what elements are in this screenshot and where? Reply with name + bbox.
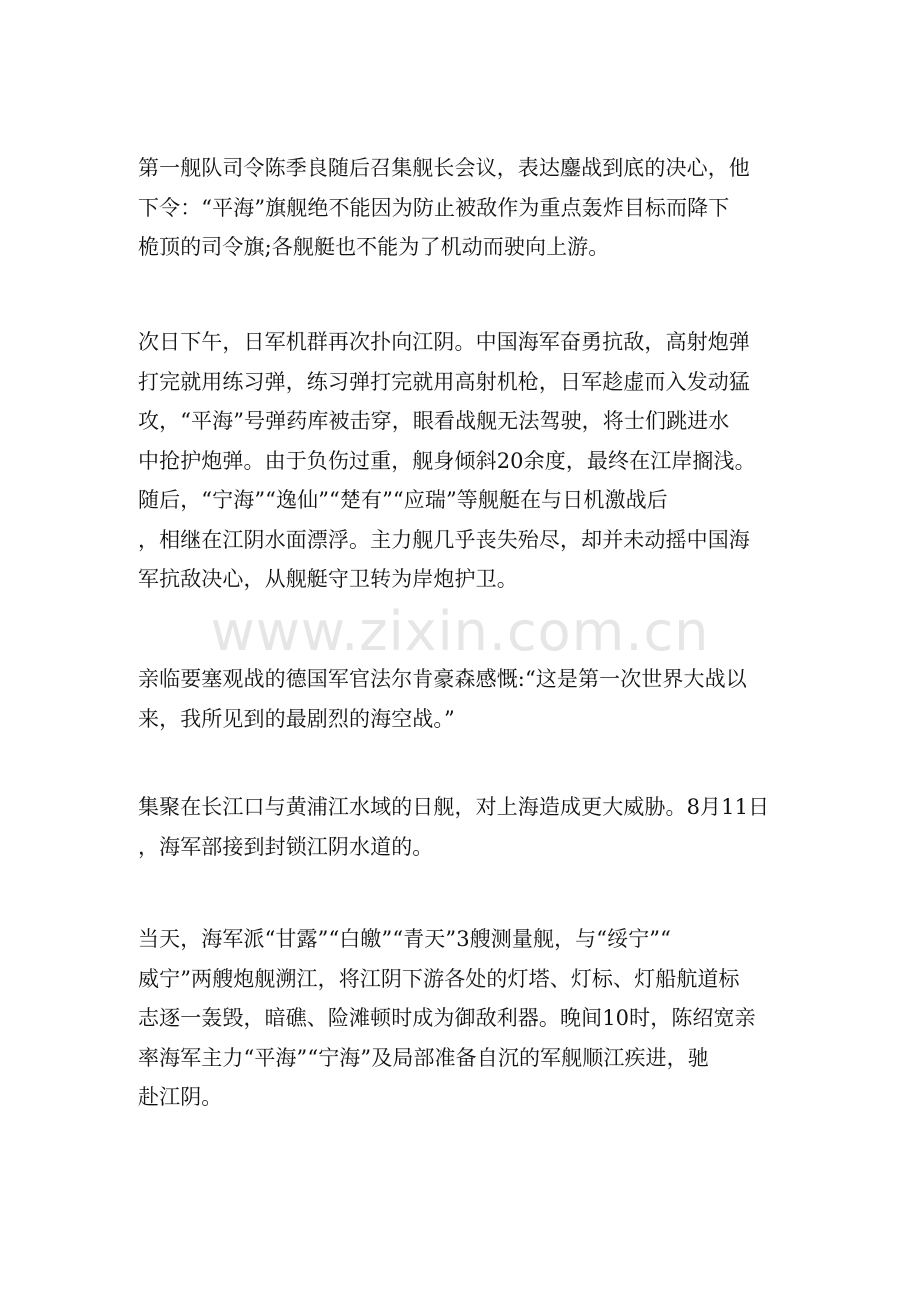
paragraph [138, 920, 783, 1118]
text-line: 次日下午，日军机群再次扑向江阴。中国海军奋勇抗敌，高射炮弹 [138, 330, 750, 354]
text-line: ，海军部接到封锁江阴水道的。 [138, 834, 434, 859]
text-line: 桅顶的司令旗;各舰艇也不能为了机动而驶向上游。 [138, 235, 610, 259]
text-line: 当天，海军派“甘露”“白皦”“青天”3艘测量舰，与“绥宁”“ [138, 927, 671, 951]
text-line: 随后，“宁海”“逸仙”“楚有”“应瑞”等舰艇在与日机激战后 [138, 488, 668, 512]
watermark: www.zixin.com.cn [210, 600, 710, 663]
text-line: 率海军主力“平海”“宁海”及局部准备自沉的军舰顺江疾进，驰 [138, 1045, 709, 1070]
text-line: 军抗敌决心，从舰艇守卫转为岸炮护卫。 [138, 567, 518, 591]
text-line: 攻，“平海”号弹药库被击穿，眼看战舰无法驾驶，将士们跳进水 [138, 409, 730, 433]
text-line: 志逐一轰毁，暗礁、险滩顿时成为御敌利器。晚间10时，陈绍宽亲 [138, 1006, 756, 1030]
paragraph [138, 149, 783, 268]
text-line: 亲临要塞观战的德国军官法尔肯豪森感慨:“这是第一次世界大战以 [138, 667, 747, 691]
text-line: ，相继在江阴水面漂浮。主力舰几乎丧失殆尽，却并未动摇中国海 [138, 527, 750, 552]
text-line: 下令：“平海”旗舰绝不能因为防止被敌作为重点轰炸目标而降下 [138, 195, 730, 220]
paragraph [138, 323, 783, 600]
paragraph [138, 660, 783, 739]
text-line: 来，我所见到的最剧烈的海空战。” [138, 706, 455, 731]
paragraph [138, 788, 783, 867]
text-line: 第一舰队司令陈季良随后召集舰长会议，表达鏖战到底的决心，他 [138, 156, 750, 180]
text-line: 集聚在长江口与黄浦江水域的日舰，对上海造成更大威胁。8月11日 [138, 795, 770, 819]
text-line: 赴江阴。 [138, 1085, 223, 1109]
text-line: 打完就用练习弹，练习弹打完就用高射机枪，日军趁虚而入发动猛 [138, 369, 750, 394]
text-line: 中抢护炮弹。由于负伤过重，舰身倾斜20余度，最终在江岸搁浅。 [138, 448, 756, 473]
text-line: 威宁”两艘炮舰溯江，将江阴下游各处的灯塔、灯标、灯船航道标 [138, 966, 740, 991]
